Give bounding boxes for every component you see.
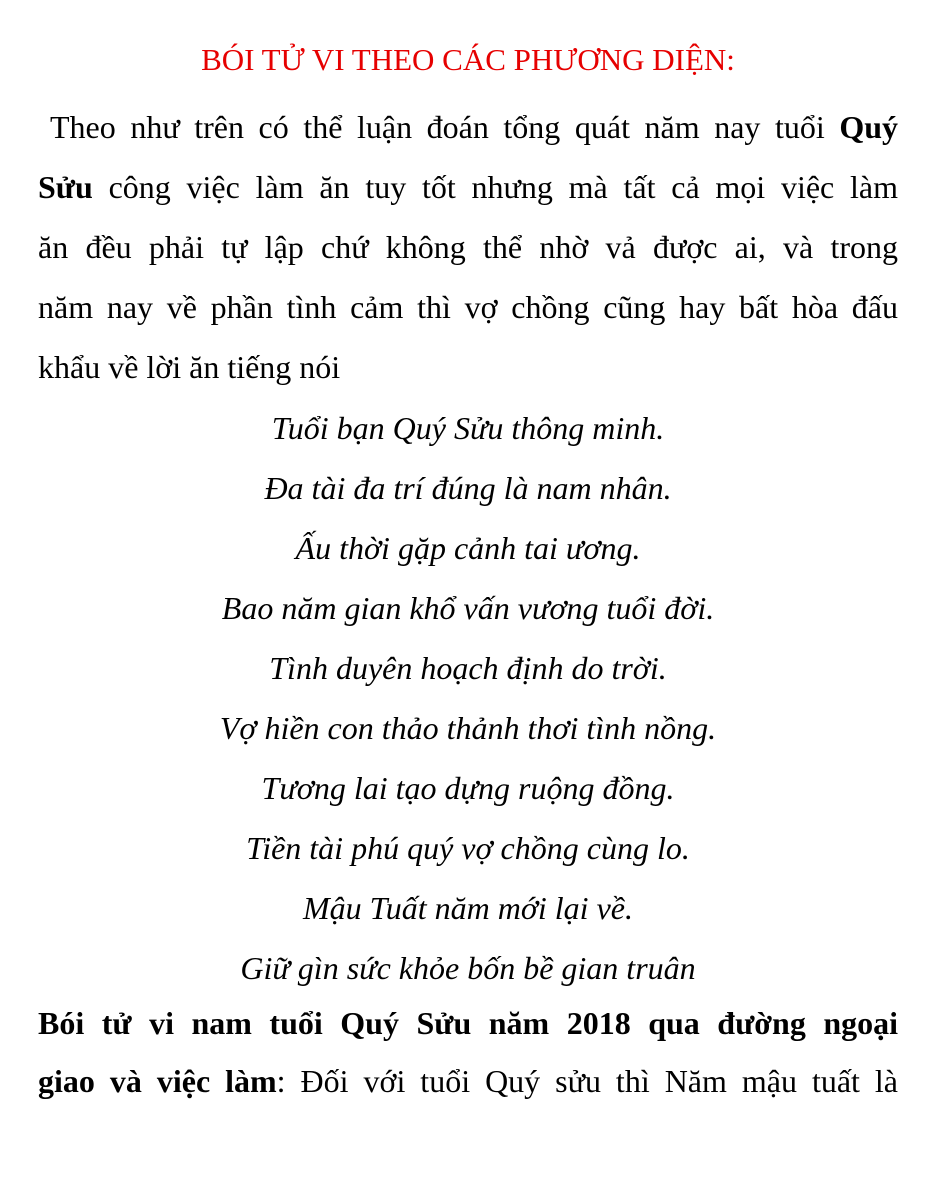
intro-line-5: khẩu về lời ăn tiếng nói xyxy=(38,349,341,385)
intro-line-2-text: công việc làm ăn tuy tốt nhưng mà tất cả mọi việc làm xyxy=(108,169,898,205)
intro-line-2-bold: Sửu xyxy=(38,169,93,205)
closing-line-2-text: : Đối với tuổi Quý sửu thì Năm mậu tuất là xyxy=(276,1063,899,1099)
intro-line-3: ăn đều phải tự lập chứ không thể nhờ vả được ai, và trong xyxy=(38,229,898,265)
poem-line: Vợ hiền con thảo thảnh thơi tình nồng. xyxy=(219,710,717,746)
intro-line-1 xyxy=(38,97,898,157)
poem-line: Tương lai tạo dựng ruộng đồng. xyxy=(261,770,675,806)
intro-line-1-bold: Quý xyxy=(839,109,899,145)
poem-line: Tuổi bạn Quý Sửu thông minh. xyxy=(271,410,665,446)
poem-line: Ấu thời gặp cảnh tai ương. xyxy=(295,530,641,566)
closing-line-1 xyxy=(38,994,898,1052)
poem-line: Bao năm gian khổ vấn vương tuổi đời. xyxy=(221,590,715,626)
poem-line: Giữ gìn sức khỏe bốn bề gian truân xyxy=(240,950,696,986)
closing-line-2 xyxy=(38,1052,898,1110)
closing-line-2-bold: giao và việc làm xyxy=(38,1063,277,1099)
intro-line-1-text: Theo như trên có thể luận đoán tổng quát năm nay tuổi xyxy=(50,109,825,145)
closing-line-1-bold: Bói tử vi nam tuổi Quý Sửu năm 2018 qua đường ngoại xyxy=(38,1005,898,1041)
poem-line: Mậu Tuất năm mới lại về. xyxy=(303,890,633,926)
closing-paragraph xyxy=(38,994,898,1110)
intro-line-2 xyxy=(38,157,898,217)
intro-paragraph xyxy=(38,97,898,397)
section-heading: BÓI TỬ VI THEO CÁC PHƯƠNG DIỆN: xyxy=(201,42,735,77)
poem-line: Tiền tài phú quý vợ chồng cùng lo. xyxy=(246,830,690,866)
poem xyxy=(38,398,898,998)
poem-line: Đa tài đa trí đúng là nam nhân. xyxy=(264,470,672,506)
intro-line-4: năm nay về phần tình cảm thì vợ chồng cũng hay bất hòa đấu xyxy=(38,289,898,325)
poem-line: Tình duyên hoạch định do trời. xyxy=(269,650,667,686)
